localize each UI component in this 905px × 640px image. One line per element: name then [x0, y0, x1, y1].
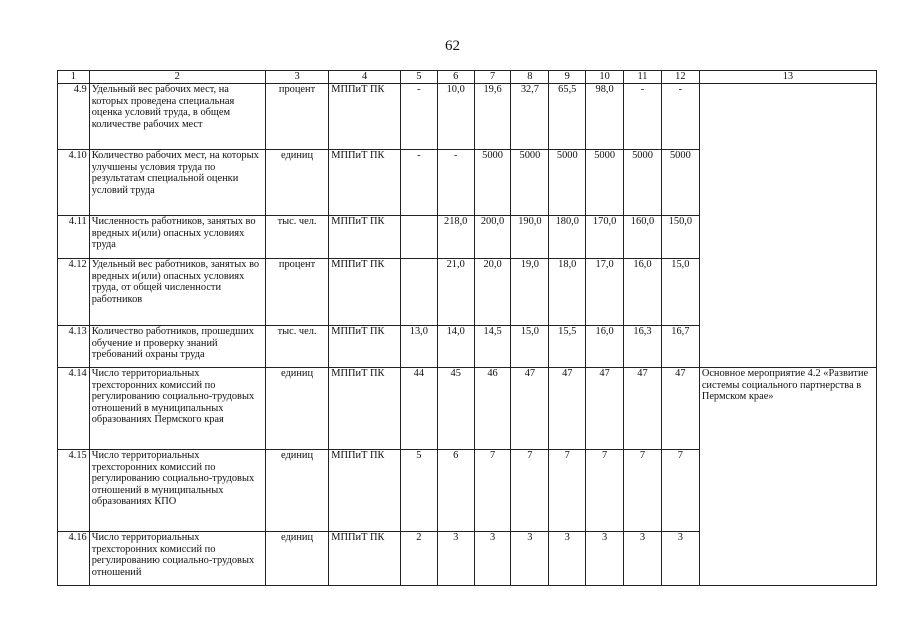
- value-cell: 98,0: [586, 84, 624, 150]
- value-cell: 15,0: [511, 326, 549, 368]
- value-cell: 6: [437, 450, 474, 532]
- row-unit: единиц: [265, 532, 328, 586]
- col-header: 9: [549, 71, 586, 84]
- row-name: Количество рабочих мест, на которых улучшены условия труда по результатам специальной оценки условий труда: [89, 150, 265, 216]
- value-cell: 7: [624, 450, 662, 532]
- value-cell: 15,5: [549, 326, 586, 368]
- row-code: 4.13: [58, 326, 90, 368]
- value-cell: 5000: [661, 150, 699, 216]
- col-header: 4: [329, 71, 401, 84]
- value-cell: 13,0: [400, 326, 437, 368]
- row-code: 4.12: [58, 259, 90, 326]
- value-cell: 5000: [511, 150, 549, 216]
- value-cell: 47: [661, 368, 699, 450]
- value-cell: 5000: [549, 150, 586, 216]
- value-cell: 3: [474, 532, 511, 586]
- value-cell: 15,0: [661, 259, 699, 326]
- value-cell: 16,7: [661, 326, 699, 368]
- col-header: 1: [58, 71, 90, 84]
- value-cell: 2: [400, 532, 437, 586]
- value-cell: 47: [624, 368, 662, 450]
- value-cell: 5: [400, 450, 437, 532]
- col-header: 11: [624, 71, 662, 84]
- row-note-empty: [699, 84, 876, 368]
- value-cell: 218,0: [437, 216, 474, 259]
- value-cell: 16,3: [624, 326, 662, 368]
- value-cell: [400, 259, 437, 326]
- value-cell: 20,0: [474, 259, 511, 326]
- indicators-table: [57, 70, 877, 586]
- value-cell: 7: [661, 450, 699, 532]
- row-unit: единиц: [265, 368, 328, 450]
- value-cell: 44: [400, 368, 437, 450]
- value-cell: 14,0: [437, 326, 474, 368]
- value-cell: 19,6: [474, 84, 511, 150]
- value-cell: 10,0: [437, 84, 474, 150]
- col-header: 10: [586, 71, 624, 84]
- value-cell: 32,7: [511, 84, 549, 150]
- row-code: 4.14: [58, 368, 90, 450]
- value-cell: 5000: [586, 150, 624, 216]
- col-header: 3: [265, 71, 328, 84]
- col-header: 7: [474, 71, 511, 84]
- value-cell: 180,0: [549, 216, 586, 259]
- col-header: 8: [511, 71, 549, 84]
- row-name: Удельный вес рабочих мест, на которых проведена специальная оценка условий труда, в общем количестве рабочих мест: [89, 84, 265, 150]
- value-cell: 3: [511, 532, 549, 586]
- row-unit: процент: [265, 84, 328, 150]
- value-cell: 47: [511, 368, 549, 450]
- row-executor: МППиТ ПК: [329, 150, 401, 216]
- row-executor: МППиТ ПК: [329, 326, 401, 368]
- value-cell: 3: [624, 532, 662, 586]
- value-cell: -: [400, 84, 437, 150]
- row-name: Количество работников, прошедших обучение и проверку знаний требований охраны труда: [89, 326, 265, 368]
- value-cell: 65,5: [549, 84, 586, 150]
- value-cell: 14,5: [474, 326, 511, 368]
- value-cell: 47: [586, 368, 624, 450]
- value-cell: 5000: [474, 150, 511, 216]
- row-code: 4.11: [58, 216, 90, 259]
- row-unit: тыс. чел.: [265, 216, 328, 259]
- value-cell: 3: [549, 532, 586, 586]
- row-unit: тыс. чел.: [265, 326, 328, 368]
- value-cell: 160,0: [624, 216, 662, 259]
- value-cell: [400, 216, 437, 259]
- value-cell: 18,0: [549, 259, 586, 326]
- value-cell: 150,0: [661, 216, 699, 259]
- col-header: 2: [89, 71, 265, 84]
- table-row: [58, 368, 877, 450]
- value-cell: 170,0: [586, 216, 624, 259]
- row-code: 4.15: [58, 450, 90, 532]
- value-cell: 16,0: [586, 326, 624, 368]
- value-cell: 16,0: [624, 259, 662, 326]
- page-number: 62: [445, 38, 460, 54]
- row-executor: МППиТ ПК: [329, 450, 401, 532]
- value-cell: 46: [474, 368, 511, 450]
- row-name: Число территориальных трехсторонних комиссий по регулированию социально-трудовых отношений: [89, 532, 265, 586]
- row-executor: МППиТ ПК: [329, 216, 401, 259]
- value-cell: 3: [437, 532, 474, 586]
- value-cell: 3: [661, 532, 699, 586]
- header-row: [58, 71, 877, 84]
- value-cell: 3: [586, 532, 624, 586]
- value-cell: 7: [586, 450, 624, 532]
- row-executor: МППиТ ПК: [329, 84, 401, 150]
- value-cell: 45: [437, 368, 474, 450]
- value-cell: 17,0: [586, 259, 624, 326]
- value-cell: -: [400, 150, 437, 216]
- value-cell: 5000: [624, 150, 662, 216]
- row-name: Численность работников, занятых во вредных и(или) опасных условиях труда: [89, 216, 265, 259]
- row-code: 4.10: [58, 150, 90, 216]
- row-executor: МППиТ ПК: [329, 259, 401, 326]
- row-name: Число территориальных трехсторонних комиссий по регулированию социально-трудовых отношений в муниципальных образованиях КПО: [89, 450, 265, 532]
- table-row: [58, 84, 877, 150]
- row-executor: МППиТ ПК: [329, 532, 401, 586]
- value-cell: 7: [511, 450, 549, 532]
- row-executor: МППиТ ПК: [329, 368, 401, 450]
- row-unit: процент: [265, 259, 328, 326]
- row-name: Удельный вес работников, занятых во вредных и(или) опасных условиях труда, от общей численности работников: [89, 259, 265, 326]
- value-cell: -: [437, 150, 474, 216]
- value-cell: 7: [549, 450, 586, 532]
- row-unit: единиц: [265, 450, 328, 532]
- row-code: 4.9: [58, 84, 90, 150]
- row-code: 4.16: [58, 532, 90, 586]
- value-cell: -: [661, 84, 699, 150]
- value-cell: 7: [474, 450, 511, 532]
- col-header: 5: [400, 71, 437, 84]
- row-note: Основное мероприятие 4.2 «Развитие системы социального партнерства в Пермском крае»: [699, 368, 876, 586]
- col-header: 12: [661, 71, 699, 84]
- value-cell: 21,0: [437, 259, 474, 326]
- value-cell: 47: [549, 368, 586, 450]
- col-header: 6: [437, 71, 474, 84]
- value-cell: 200,0: [474, 216, 511, 259]
- value-cell: 19,0: [511, 259, 549, 326]
- row-name: Число территориальных трехсторонних комиссий по регулированию социально-трудовых отношений в муниципальных образованиях Пермского края: [89, 368, 265, 450]
- col-header: 13: [699, 71, 876, 84]
- value-cell: -: [624, 84, 662, 150]
- value-cell: 190,0: [511, 216, 549, 259]
- row-unit: единиц: [265, 150, 328, 216]
